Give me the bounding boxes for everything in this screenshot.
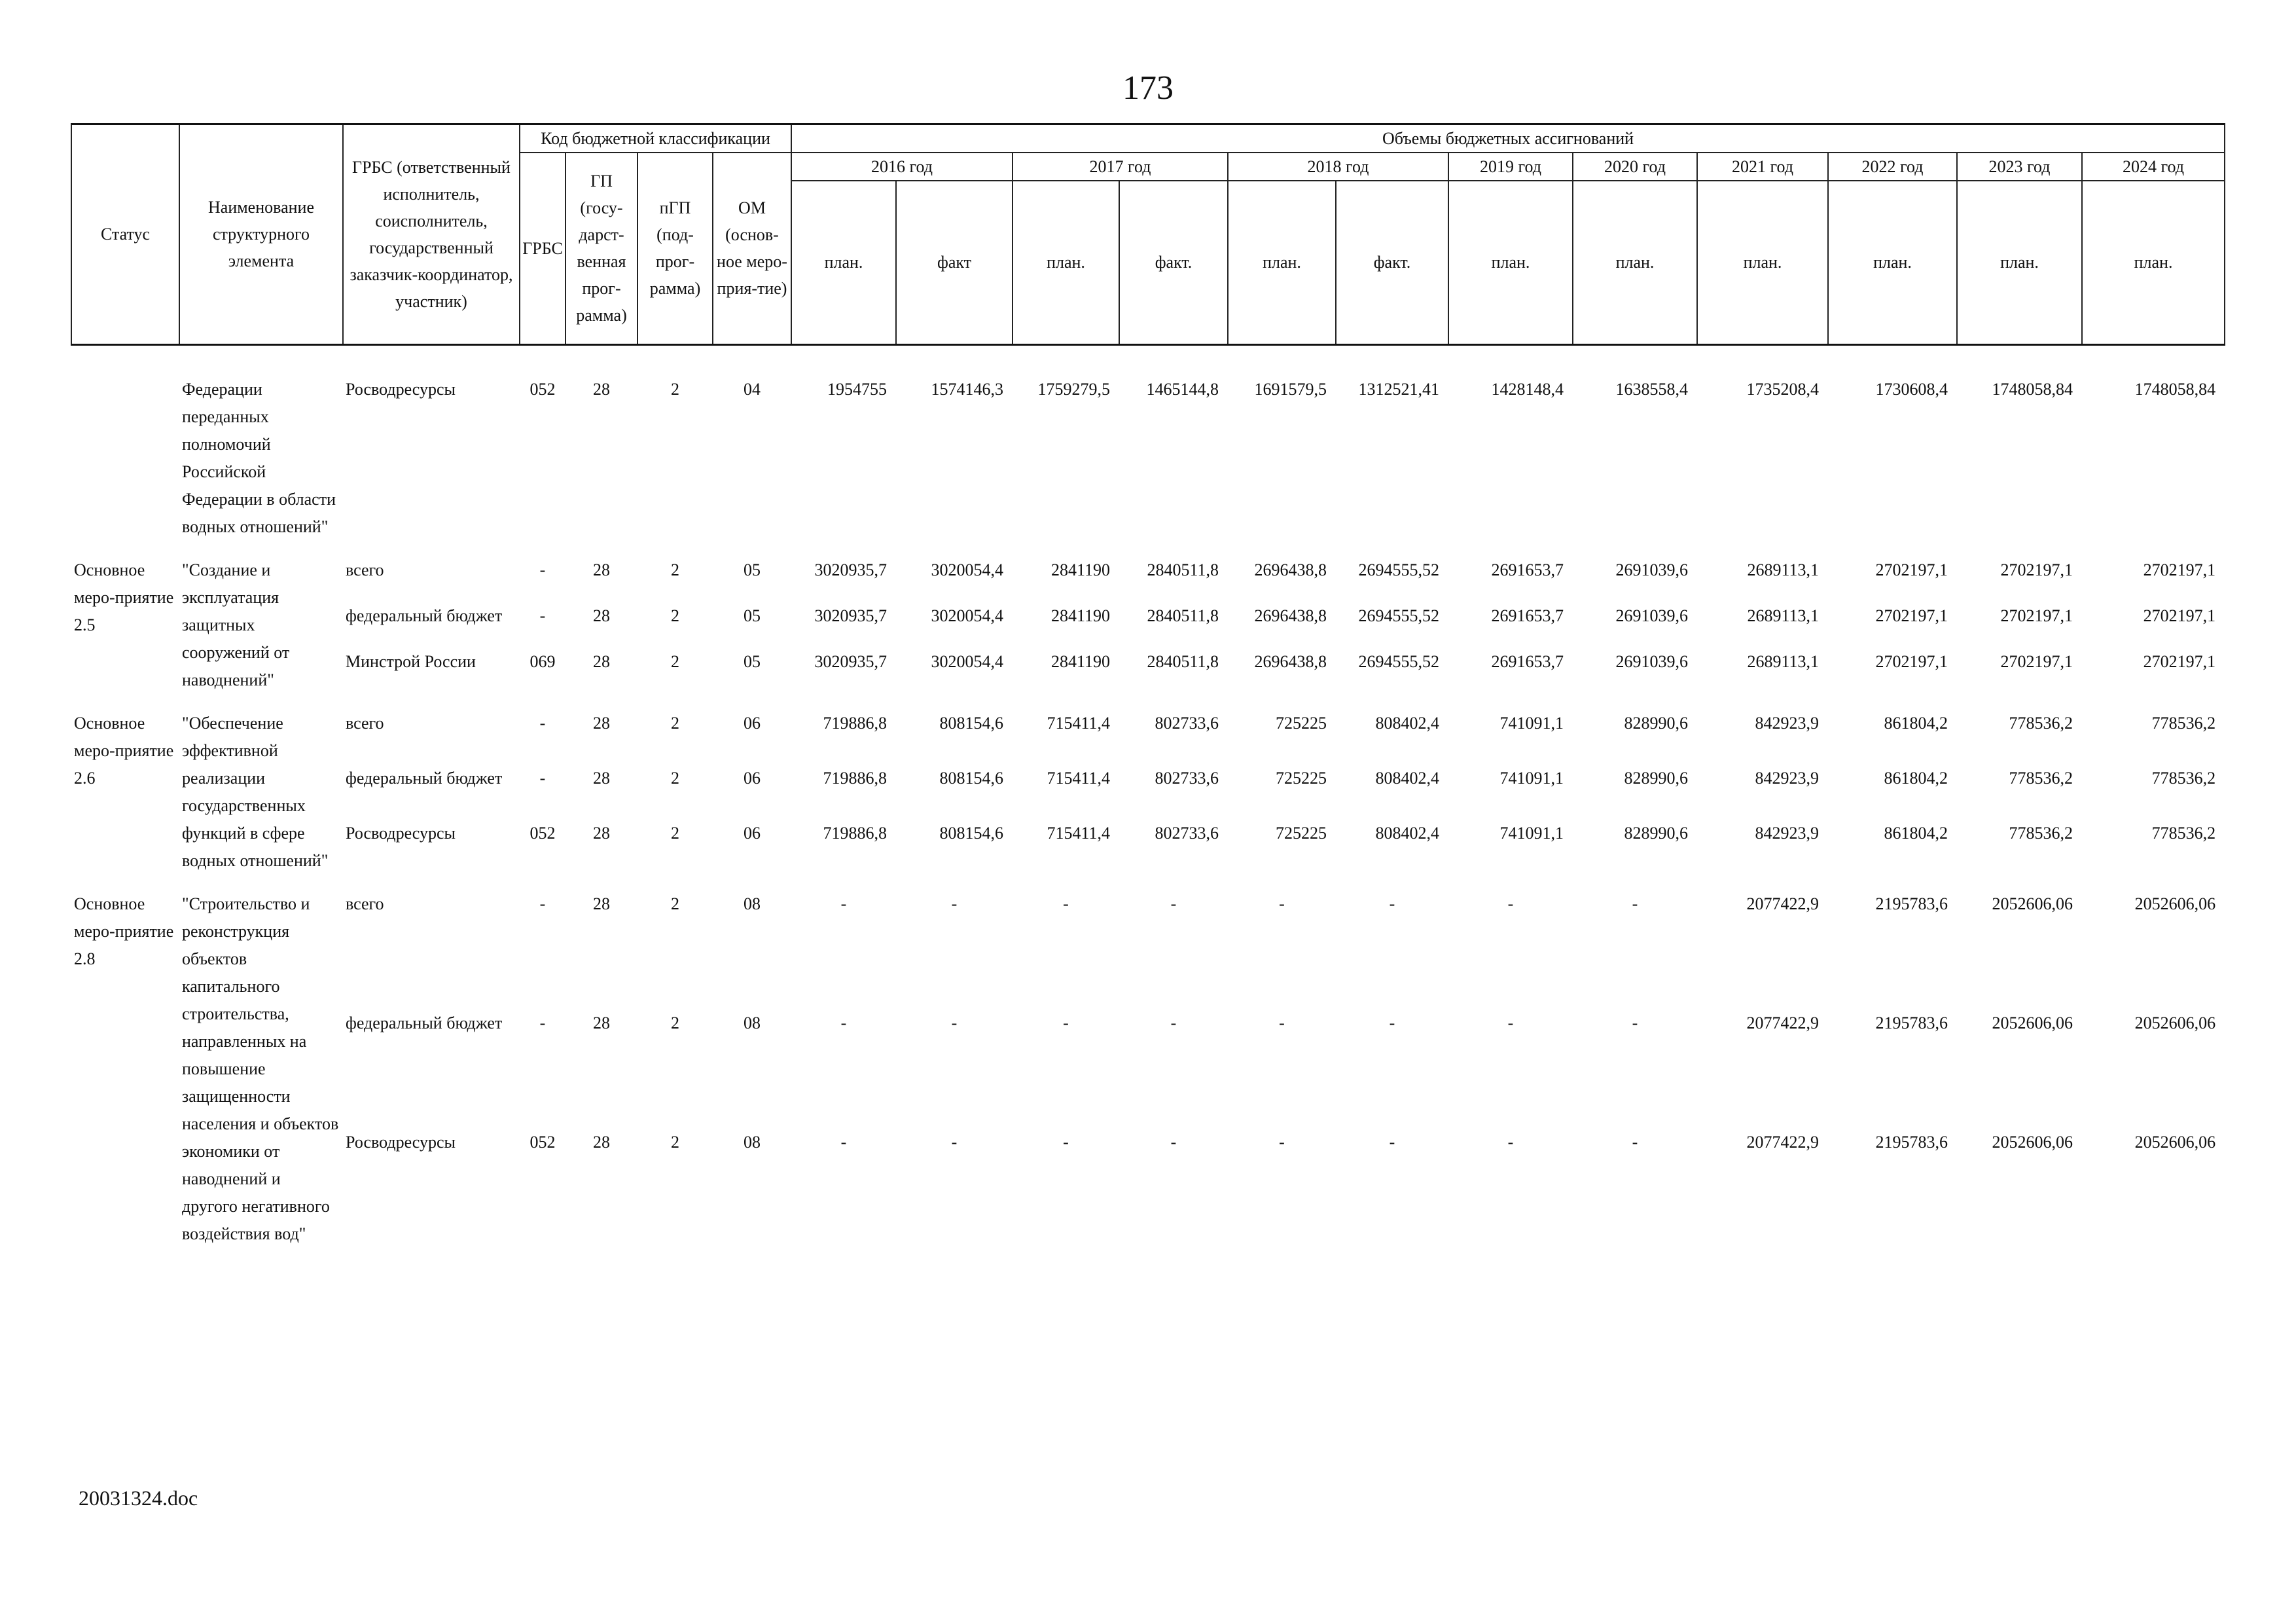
header-plan-fact: факт: [896, 181, 1013, 344]
header-volumes-group: Объемы бюджетных ассигнований: [791, 124, 2225, 153]
row-value: 842923,9: [1755, 768, 1819, 788]
header-grbs-full: ГРБС (ответственный исполнитель, соисполнитель, государственный заказчик-координатор, участник): [343, 124, 520, 345]
row-value: 2841190: [1050, 560, 1110, 579]
row-value: 2195783,6: [1875, 894, 1948, 913]
row-value: -: [1170, 1013, 1177, 1032]
header-year: 2023 год: [1957, 153, 2082, 181]
row-value: 741091,1: [1499, 823, 1564, 843]
row-om-code: 06: [744, 768, 761, 788]
row-value: -: [1389, 1132, 1395, 1152]
row-value: 719886,8: [823, 713, 887, 733]
row-value: 1638558,4: [1615, 379, 1688, 399]
row-om-code: 05: [744, 651, 761, 671]
row-value: 2702197,1: [2143, 606, 2216, 625]
row-value: 2077422,9: [1746, 1132, 1819, 1152]
row-value: 1730608,4: [1875, 379, 1948, 399]
row-value: 842923,9: [1755, 713, 1819, 733]
row-value: 778536,2: [2151, 768, 2216, 788]
row-grbs-code: 052: [529, 823, 556, 843]
row-value: -: [1632, 1132, 1638, 1152]
budget-table: [71, 123, 2225, 1248]
row-grbs-label: всего: [346, 713, 384, 733]
row-value: 2702197,1: [2000, 560, 2073, 579]
row-value: 2052606,06: [2134, 894, 2216, 913]
row-value: 808154,6: [939, 823, 1003, 843]
row-value: 715411,4: [1047, 713, 1110, 733]
row-value: -: [1632, 894, 1638, 913]
row-value: 778536,2: [2009, 768, 2073, 788]
row-grbs-code: -: [539, 1013, 546, 1032]
table-row: [71, 765, 2225, 820]
row-value: 778536,2: [2009, 823, 2073, 843]
header-pgp: пГП (под-прог-рамма): [637, 153, 713, 344]
row-om-code: 08: [744, 894, 761, 913]
row-pgp-code: 2: [671, 823, 679, 843]
header-plan-fact: план.: [2082, 181, 2225, 344]
row-name: "Создание и эксплуатация защитных сооружений от наводнений": [182, 560, 290, 689]
row-value: 2691039,6: [1615, 560, 1688, 579]
row-om-code: 04: [744, 379, 761, 399]
row-value: 2694555,52: [1358, 560, 1439, 579]
row-value: 1312521,41: [1358, 379, 1439, 399]
row-value: 2691653,7: [1491, 606, 1564, 625]
row-value: 2696438,8: [1254, 606, 1327, 625]
row-value: 778536,2: [2009, 713, 2073, 733]
header-code-group: Код бюджетной классификации: [520, 124, 791, 153]
row-value: 828990,6: [1624, 823, 1688, 843]
header-year: 2024 год: [2082, 153, 2225, 181]
row-value: 3020054,4: [931, 651, 1003, 671]
row-value: 861804,2: [1884, 713, 1948, 733]
table-row: [71, 890, 2225, 1010]
row-value: -: [1063, 1013, 1069, 1032]
row-om-code: 06: [744, 713, 761, 733]
table-header: [71, 124, 2225, 345]
row-value: 1954755: [827, 379, 887, 399]
row-value: 1759279,5: [1037, 379, 1110, 399]
row-value: 1748058,84: [2134, 379, 2216, 399]
row-value: 2702197,1: [2143, 651, 2216, 671]
row-pgp-code: 2: [671, 1132, 679, 1152]
row-value: 725225: [1276, 823, 1327, 843]
row-value: 802733,6: [1155, 823, 1219, 843]
row-pgp-code: 2: [671, 606, 679, 625]
row-value: 2691653,7: [1491, 560, 1564, 579]
row-name: "Обеспечение эффективной реализации государственных функций в сфере водных отношений": [182, 713, 329, 870]
row-value: 2840511,8: [1147, 606, 1219, 625]
header-om: ОМ (основ-ное меро-прия-тие): [713, 153, 791, 344]
row-value: -: [1279, 894, 1285, 913]
header-plan-fact: план.: [1697, 181, 1828, 344]
table-row: [71, 602, 2225, 648]
row-grbs-label: Росводресурсы: [346, 1132, 456, 1152]
row-value: 808402,4: [1375, 823, 1439, 843]
row-value: -: [840, 1013, 847, 1032]
row-pgp-code: 2: [671, 1013, 679, 1032]
row-value: 725225: [1276, 713, 1327, 733]
row-value: -: [1632, 1013, 1638, 1032]
row-value: 2841190: [1050, 606, 1110, 625]
row-grbs-label: Росводресурсы: [346, 379, 456, 399]
table-row: [71, 376, 2225, 541]
row-om-code: 06: [744, 823, 761, 843]
table-row: [71, 820, 2225, 875]
row-value: 808154,6: [939, 768, 1003, 788]
header-year: 2021 год: [1697, 153, 1828, 181]
row-value: 2077422,9: [1746, 894, 1819, 913]
row-value: 2696438,8: [1254, 560, 1327, 579]
row-value: -: [1063, 1132, 1069, 1152]
row-grbs-code: 069: [529, 651, 556, 671]
row-value: 2691039,6: [1615, 606, 1688, 625]
row-grbs-code: -: [539, 560, 546, 579]
table-row: [71, 1010, 2225, 1129]
header-plan-fact: план.: [1448, 181, 1573, 344]
row-value: 2694555,52: [1358, 651, 1439, 671]
row-value: 1574146,3: [931, 379, 1003, 399]
row-pgp-code: 2: [671, 768, 679, 788]
row-value: 808402,4: [1375, 768, 1439, 788]
row-value: 2694555,52: [1358, 606, 1439, 625]
row-value: 828990,6: [1624, 768, 1688, 788]
row-value: 808154,6: [939, 713, 1003, 733]
row-value: -: [951, 1132, 958, 1152]
row-value: 2841190: [1050, 651, 1110, 671]
row-value: 2702197,1: [1875, 651, 1948, 671]
header-year: 2017 год: [1013, 153, 1228, 181]
row-value: 861804,2: [1884, 823, 1948, 843]
row-pgp-code: 2: [671, 894, 679, 913]
header-plan-fact: план.: [1013, 181, 1119, 344]
row-value: 715411,4: [1047, 768, 1110, 788]
row-value: -: [1507, 1132, 1514, 1152]
row-grbs-code: 052: [529, 1132, 556, 1152]
table-row: [71, 710, 2225, 765]
row-grbs-label: федеральный бюджет: [346, 606, 503, 625]
row-value: 808402,4: [1375, 713, 1439, 733]
row-value: -: [1063, 894, 1069, 913]
table-body: [71, 344, 2225, 1248]
row-grbs-label: федеральный бюджет: [346, 768, 503, 788]
header-plan-fact: план.: [791, 181, 896, 344]
row-value: 719886,8: [823, 768, 887, 788]
row-value: -: [1389, 1013, 1395, 1032]
row-gp-code: 28: [593, 1132, 610, 1152]
row-value: 2702197,1: [2000, 651, 2073, 671]
row-value: 2840511,8: [1147, 651, 1219, 671]
table-row: [71, 1129, 2225, 1248]
row-gp-code: 28: [593, 823, 610, 843]
row-value: -: [951, 894, 958, 913]
row-value: 1691579,5: [1254, 379, 1327, 399]
row-grbs-code: -: [539, 713, 546, 733]
table-row: [71, 648, 2225, 694]
header-year: 2020 год: [1573, 153, 1697, 181]
row-value: -: [1507, 894, 1514, 913]
row-value: 2052606,06: [2134, 1013, 2216, 1032]
header-name: Наименование структурного элемента: [179, 124, 343, 345]
row-value: -: [1279, 1132, 1285, 1152]
row-value: 2702197,1: [1875, 560, 1948, 579]
row-value: 2702197,1: [2000, 606, 2073, 625]
row-value: 741091,1: [1499, 713, 1564, 733]
row-value: -: [840, 894, 847, 913]
row-value: 3020054,4: [931, 606, 1003, 625]
row-pgp-code: 2: [671, 560, 679, 579]
row-om-code: 08: [744, 1132, 761, 1152]
row-gp-code: 28: [593, 1013, 610, 1032]
row-value: 2052606,06: [1992, 894, 2073, 913]
row-grbs-code: -: [539, 768, 546, 788]
row-status: [71, 376, 179, 541]
row-grbs-label: всего: [346, 560, 384, 579]
header-year: 2022 год: [1828, 153, 1957, 181]
header-year: 2016 год: [791, 153, 1013, 181]
row-value: 725225: [1276, 768, 1327, 788]
header-gp: ГП (госу-дарст-венная прог-рамма): [565, 153, 637, 344]
row-value: 3020935,7: [814, 651, 887, 671]
row-value: 2195783,6: [1875, 1132, 1948, 1152]
row-status: Основное меро-приятие 2.8: [74, 894, 174, 968]
row-value: -: [1279, 1013, 1285, 1032]
row-gp-code: 28: [593, 894, 610, 913]
row-om-code: 08: [744, 1013, 761, 1032]
header-plan-fact: план.: [1957, 181, 2082, 344]
row-grbs-code: -: [539, 894, 546, 913]
row-value: 2195783,6: [1875, 1013, 1948, 1032]
header-plan-fact: факт.: [1119, 181, 1228, 344]
header-plan-fact: план.: [1828, 181, 1957, 344]
row-status: Основное меро-приятие 2.6: [74, 713, 174, 788]
row-value: 2052606,06: [1992, 1132, 2073, 1152]
row-value: 2052606,06: [2134, 1132, 2216, 1152]
row-value: 3020935,7: [814, 606, 887, 625]
row-value: 3020054,4: [931, 560, 1003, 579]
row-value: 2691039,6: [1615, 651, 1688, 671]
row-name: "Строительство и реконструкция объектов капитального строительства, направленных на повышение защищенности населения и объектов экономики от наводнений и другого негативного воздействия вод": [182, 894, 339, 1243]
row-value: 778536,2: [2151, 713, 2216, 733]
row-grbs-label: всего: [346, 894, 384, 913]
row-grbs-label: Росводресурсы: [346, 823, 456, 843]
header-year: 2019 год: [1448, 153, 1573, 181]
row-value: 2840511,8: [1147, 560, 1219, 579]
row-om-code: 05: [744, 606, 761, 625]
row-value: 2691653,7: [1491, 651, 1564, 671]
row-value: -: [1170, 894, 1177, 913]
row-gp-code: 28: [593, 768, 610, 788]
header-grbs: ГРБС: [520, 153, 565, 344]
row-value: 828990,6: [1624, 713, 1688, 733]
row-value: 715411,4: [1047, 823, 1110, 843]
row-value: 2702197,1: [2143, 560, 2216, 579]
row-value: 741091,1: [1499, 768, 1564, 788]
row-name: Федерации переданных полномочий Российской Федерации в области водных отношений": [182, 379, 336, 536]
page-number: 173: [1122, 69, 1174, 107]
footer-doc-name: 20031324.doc: [79, 1486, 198, 1510]
row-grbs-code: -: [539, 606, 546, 625]
row-value: 2702197,1: [1875, 606, 1948, 625]
row-value: -: [1170, 1132, 1177, 1152]
row-value: -: [1507, 1013, 1514, 1032]
row-value: -: [1389, 894, 1395, 913]
row-value: 1428148,4: [1491, 379, 1564, 399]
row-value: 1735208,4: [1746, 379, 1819, 399]
header-status: Статус: [71, 124, 179, 345]
table-row: [71, 556, 2225, 602]
row-pgp-code: 2: [671, 651, 679, 671]
row-value: 802733,6: [1155, 768, 1219, 788]
row-value: 2689113,1: [1747, 651, 1819, 671]
row-om-code: 05: [744, 560, 761, 579]
header-plan-fact: план.: [1573, 181, 1697, 344]
row-value: 2052606,06: [1992, 1013, 2073, 1032]
row-value: 842923,9: [1755, 823, 1819, 843]
row-value: 778536,2: [2151, 823, 2216, 843]
row-gp-code: 28: [593, 560, 610, 579]
row-value: -: [951, 1013, 958, 1032]
row-status: Основное меро-приятие 2.5: [74, 560, 174, 634]
row-gp-code: 28: [593, 379, 610, 399]
row-gp-code: 28: [593, 606, 610, 625]
row-pgp-code: 2: [671, 713, 679, 733]
row-pgp-code: 2: [671, 379, 679, 399]
header-plan-fact: факт.: [1336, 181, 1448, 344]
row-grbs-label: Минстрой России: [346, 651, 476, 671]
row-value: 2689113,1: [1747, 560, 1819, 579]
row-value: 1748058,84: [1992, 379, 2073, 399]
row-value: 2077422,9: [1746, 1013, 1819, 1032]
row-grbs-label: федеральный бюджет: [346, 1013, 503, 1032]
row-value: -: [840, 1132, 847, 1152]
row-value: 719886,8: [823, 823, 887, 843]
row-grbs-code: 052: [529, 379, 556, 399]
row-value: 2689113,1: [1747, 606, 1819, 625]
row-gp-code: 28: [593, 713, 610, 733]
header-plan-fact: план.: [1228, 181, 1336, 344]
header-year: 2018 год: [1228, 153, 1448, 181]
row-value: 2696438,8: [1254, 651, 1327, 671]
row-value: 1465144,8: [1146, 379, 1219, 399]
row-value: 861804,2: [1884, 768, 1948, 788]
row-gp-code: 28: [593, 651, 610, 671]
row-value: 802733,6: [1155, 713, 1219, 733]
row-value: 3020935,7: [814, 560, 887, 579]
